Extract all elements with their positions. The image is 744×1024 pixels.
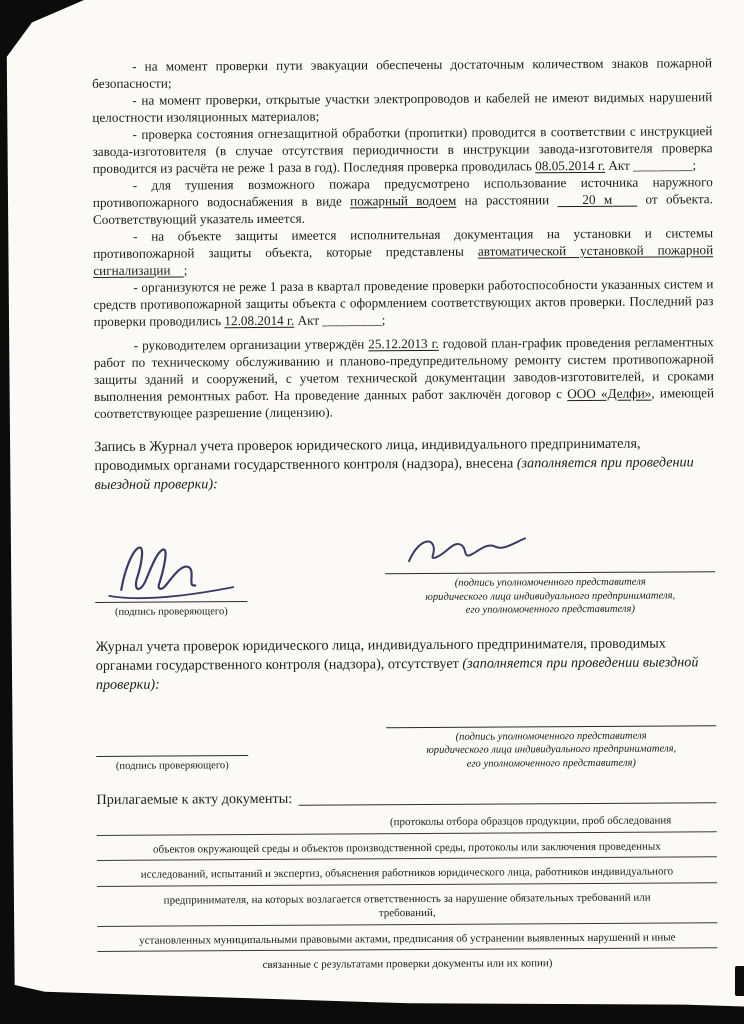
attachments-section: [96, 787, 717, 973]
finding-paragraph: [93, 224, 713, 279]
scan-artifact-top-left-corner: [0, 0, 84, 66]
scan-artifact-bottom-edge: [0, 978, 744, 1024]
attachment-caption: установленных муниципальными правовыми актами, предписания об устранении выявленных нарушений и иные: [139, 930, 676, 947]
text-segment: - на объекте защиты имеется исполнительная документация на установки и системы противопожарной защиты объекта, которые представлены: [93, 225, 714, 261]
document-content: [92, 54, 718, 973]
text-segment: годовой план-график проведения регламентных работ по техническому обслуживанию и планово-предупредительному ремонту систем противопожарной защиты зданий и сооружений, с учетом технической документации заводов-изготовителей, и сроками выполнения ремонтных работ. На проведение данных работ заключён договор с: [93, 334, 714, 404]
inspector-signature-block-empty: [96, 737, 248, 773]
finding-paragraph: [93, 275, 713, 330]
representative-signature-caption: юридического лица индивидуального предпринимателя,: [425, 589, 676, 603]
text-segment: ООО «Делфи»: [567, 385, 652, 402]
representative-signature-caption: (подпись уполномоченного представителя: [455, 730, 647, 743]
text-segment: - на момент проверки, открытые участки электропроводов и кабелей не имеют видимых нарушений целостности изоляционных материалов;: [92, 89, 713, 125]
scan-artifact-left-edge: [0, 0, 15, 1024]
text-segment: 12.08.2014 г.: [224, 312, 295, 329]
signature-row-absent: [96, 707, 716, 773]
text-segment: (заполняется при проведении выездной проверки):: [95, 653, 699, 693]
text-segment: - на момент проверки пути эвакуации обеспечены достаточным количеством знаков пожарной безопасности;: [92, 55, 713, 91]
text-segment: , имеющей соответствующее разрешение (лицензию).: [94, 385, 715, 421]
text-segment: 25.12.2013 г.: [368, 335, 439, 352]
attachment-caption: связанные с результатами проверки документы или их копии): [262, 957, 553, 971]
text-segment: - руководителем организации утверждён: [133, 336, 369, 353]
text-segment: - проверка состояния огнезащитной обработки (пропитки) проводится в соответствии с инструкцией завода-изготовителя (в случае отсутствия периодичности в инструкции завода-изготовителя проверка проводится из расчёта не реже 1 раза в год). Последняя проверка проводилась: [92, 123, 713, 176]
finding-paragraph: [93, 173, 713, 228]
representative-signature-block-empty: [386, 707, 716, 772]
representative-signature-caption: его уполномоченного представителя): [465, 603, 636, 616]
text-segment: - организуются не реже 1 раза в квартал проведение проверки работоспособности указанных систем и средств противопожарной защиты объекта с оформлением соответствующих актов проверки. Последний раз проверки проводились: [93, 276, 714, 329]
empty-signature-space: [96, 737, 248, 756]
text-segment: на расстоянии: [456, 192, 558, 208]
representative-signature-handwriting: [385, 517, 715, 573]
finding-paragraph: [92, 88, 712, 126]
inspector-signature-block: [95, 547, 247, 619]
ruled-line: [298, 787, 716, 806]
representative-signature-block: [385, 517, 716, 618]
attachments-label: Прилагаемые к акту документы:: [96, 790, 293, 808]
finding-paragraph: [92, 122, 712, 177]
text-segment: Акт: [294, 312, 323, 328]
text-segment: (заполняется при проведении выездной проверки):: [94, 454, 694, 493]
scan-artifact-right-edge: [735, 966, 744, 996]
attachment-caption: исследований, испытаний и экспертиз, объяснения работников юридического лица, работников индивидуального: [140, 865, 674, 881]
attachment-caption: (протоколы отбора образцов продукции, проб обследования: [389, 814, 672, 829]
signature-ink-icon: [403, 530, 533, 573]
journal-entry-paragraph: [94, 434, 714, 495]
representative-signature-caption: его уполномоченного представителя): [466, 757, 636, 770]
inspector-signature-caption: (подпись проверяющего): [114, 606, 228, 618]
attachment-caption: предпринимателя, на которых возлагается ответственность за нарушение обязательных требований или требований,: [163, 891, 651, 920]
attachment-caption: объектов окружающей среды и объектов производственной среды, протоколы или заключения проведенных: [152, 840, 661, 856]
text-segment: Акт: [605, 157, 634, 173]
text-segment: - для тушения возможного пожара предусмотрено использование источника наружного противопожарного водоснабжения в виде: [92, 174, 713, 210]
finding-paragraph: [92, 54, 712, 92]
text-segment: ;: [183, 262, 188, 278]
signature-ink-icon: [91, 537, 251, 608]
empty-signature-space: [386, 707, 716, 727]
signature-row-entry: [95, 517, 716, 619]
inspector-signature-handwriting: [95, 547, 247, 602]
attachments-caption-rows: [97, 806, 718, 973]
finding-paragraph: [94, 333, 715, 422]
inspection-findings-list: [92, 54, 714, 422]
text-segment: 20 м: [557, 191, 638, 208]
representative-signature-caption: (подпись уполномоченного представителя: [454, 576, 646, 589]
text-segment: Запись в Журнал учета проверок юридического лица, индивидуального предпринимателя, проводимых органами государственного контроля (надзора), внесена: [94, 435, 641, 474]
text-segment: автоматической установкой пожарной сигнализации: [93, 242, 714, 278]
text-segment: _________;: [633, 157, 697, 173]
inspector-signature-caption: (подпись проверяющего): [115, 759, 229, 772]
text-segment: пожарный водоем: [350, 192, 457, 209]
text-segment: Журнал учета проверок юридического лица, индивидуального предпринимателя, проводимых органами государственного контроля (надзора), отсутствует: [95, 635, 666, 674]
text-segment: от объекта. Соответствующий указатель имеется.: [92, 191, 713, 227]
representative-signature-caption: юридического лица индивидуального предпринимателя,: [426, 743, 677, 756]
text-segment: _________;: [322, 312, 386, 328]
text-segment: 08.05.2014 г.: [535, 157, 606, 174]
journal-absent-paragraph: [96, 634, 716, 695]
